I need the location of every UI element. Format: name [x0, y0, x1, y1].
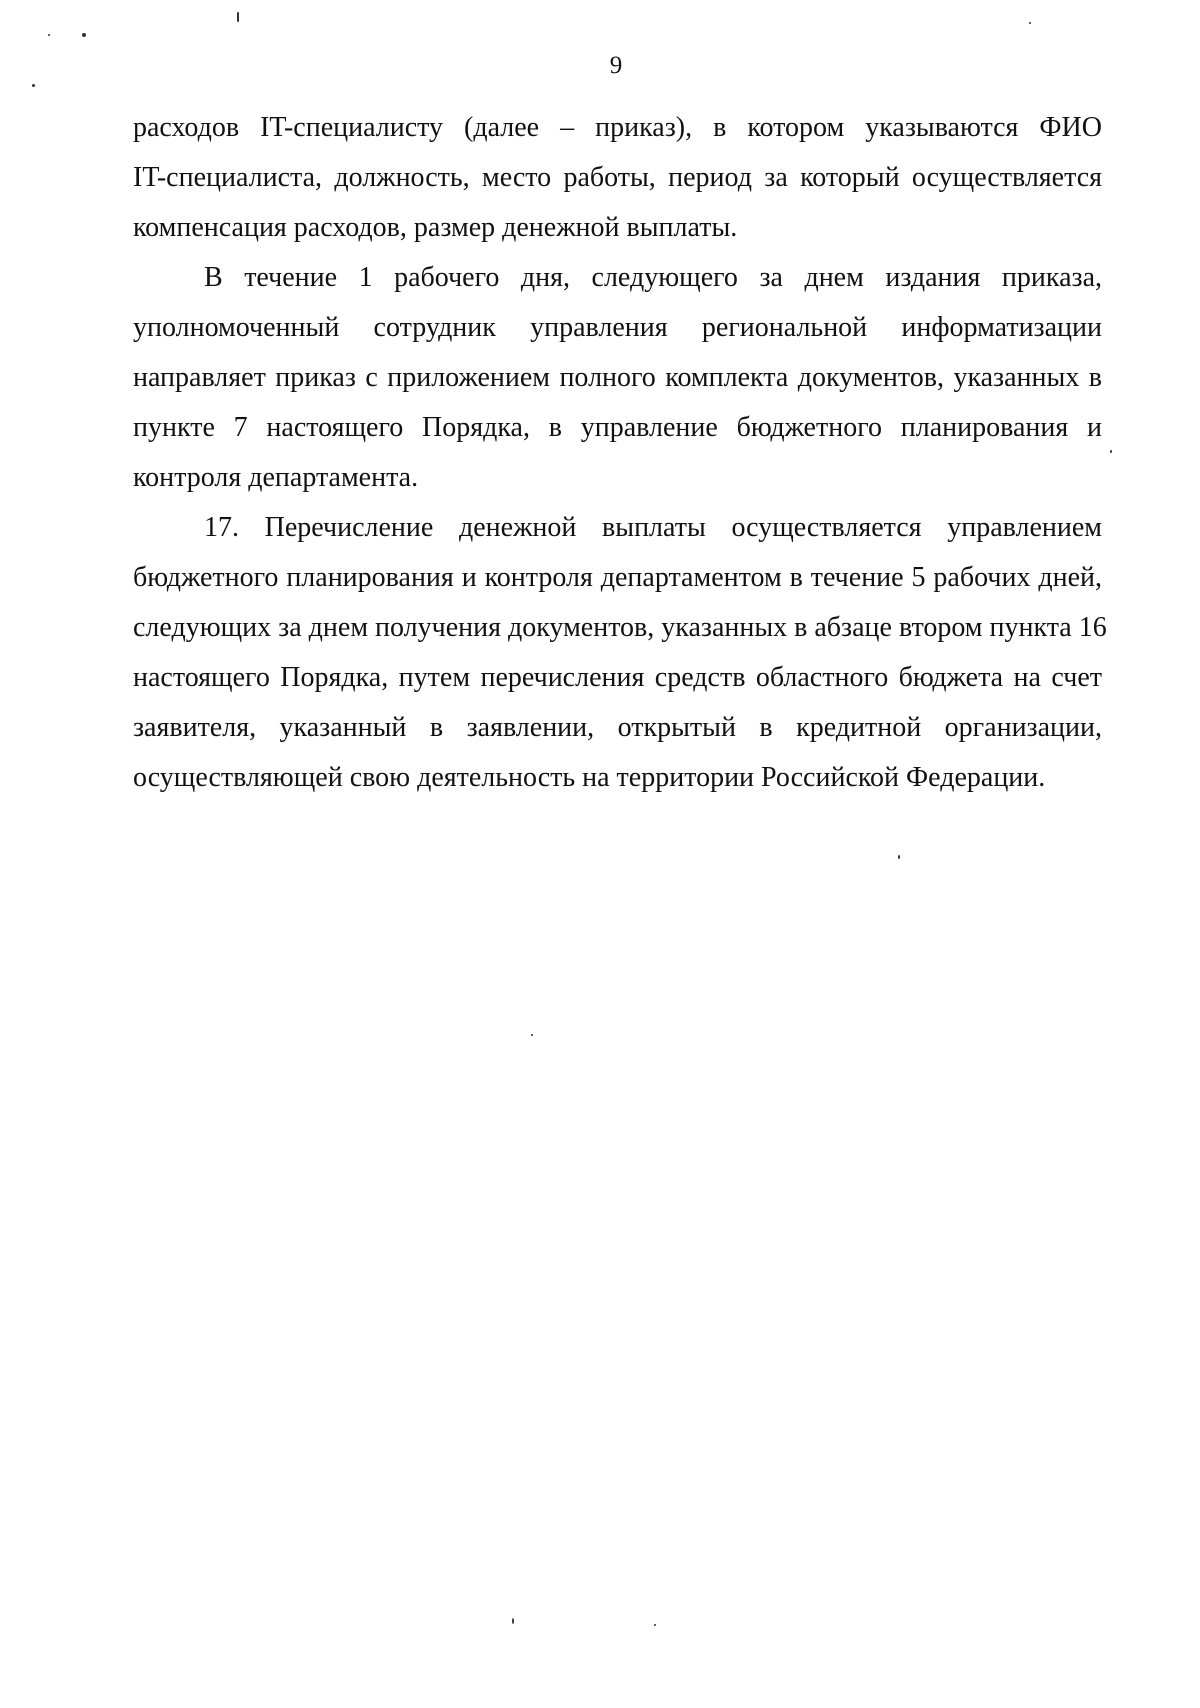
text-line: осуществляющей свою деятельность на территории Российской Федерации. — [133, 762, 1046, 793]
scan-speck — [1029, 22, 1031, 24]
text-line: контроля департамента. — [133, 462, 419, 493]
text-line: бюджетного планирования и контроля департаментом в течение 5 рабочих дней, — [133, 562, 1102, 593]
text-line: В течение 1 рабочего дня, следующего за днем издания приказа, — [204, 262, 1102, 293]
scan-speck — [898, 855, 900, 859]
scan-speck — [48, 34, 50, 36]
text-line: пункте 7 настоящего Порядка, в управление бюджетного планирования и — [133, 412, 1102, 443]
text-line: заявителя, указанный в заявлении, открытый в кредитной организации, — [133, 712, 1102, 743]
text-line: 17. Перечисление денежной выплаты осуществляется управлением — [204, 512, 1102, 543]
scan-speck — [237, 12, 239, 22]
scan-speck — [531, 1034, 533, 1036]
page-number: 9 — [609, 52, 623, 79]
text-line: IT-специалиста, должность, место работы, период за который осуществляется — [133, 162, 1102, 193]
scan-speck — [1110, 450, 1112, 453]
paragraph-continuation — [133, 103, 1102, 253]
paragraph-item-17 — [133, 503, 1107, 803]
text-line: настоящего Порядка, путем перечисления средств областного бюджета на счет — [133, 662, 1102, 693]
text-line: расходов IT-специалисту (далее – приказ), в котором указываются ФИО — [133, 112, 1102, 143]
text-line: следующих за днем получения документов, указанных в абзаце втором пункта 16 — [133, 612, 1107, 643]
text-line: направляет приказ с приложением полного комплекта документов, указанных в — [133, 362, 1102, 393]
scan-speck — [512, 1618, 514, 1624]
scan-speck — [82, 33, 86, 37]
text-line: уполномоченный сотрудник управления региональной информатизации — [133, 312, 1102, 343]
paragraph-order-transfer — [133, 253, 1102, 503]
scan-speck — [654, 1624, 656, 1626]
text-line: компенсация расходов, размер денежной выплаты. — [133, 212, 738, 243]
scan-speck — [32, 84, 35, 87]
document-body — [133, 103, 1107, 803]
